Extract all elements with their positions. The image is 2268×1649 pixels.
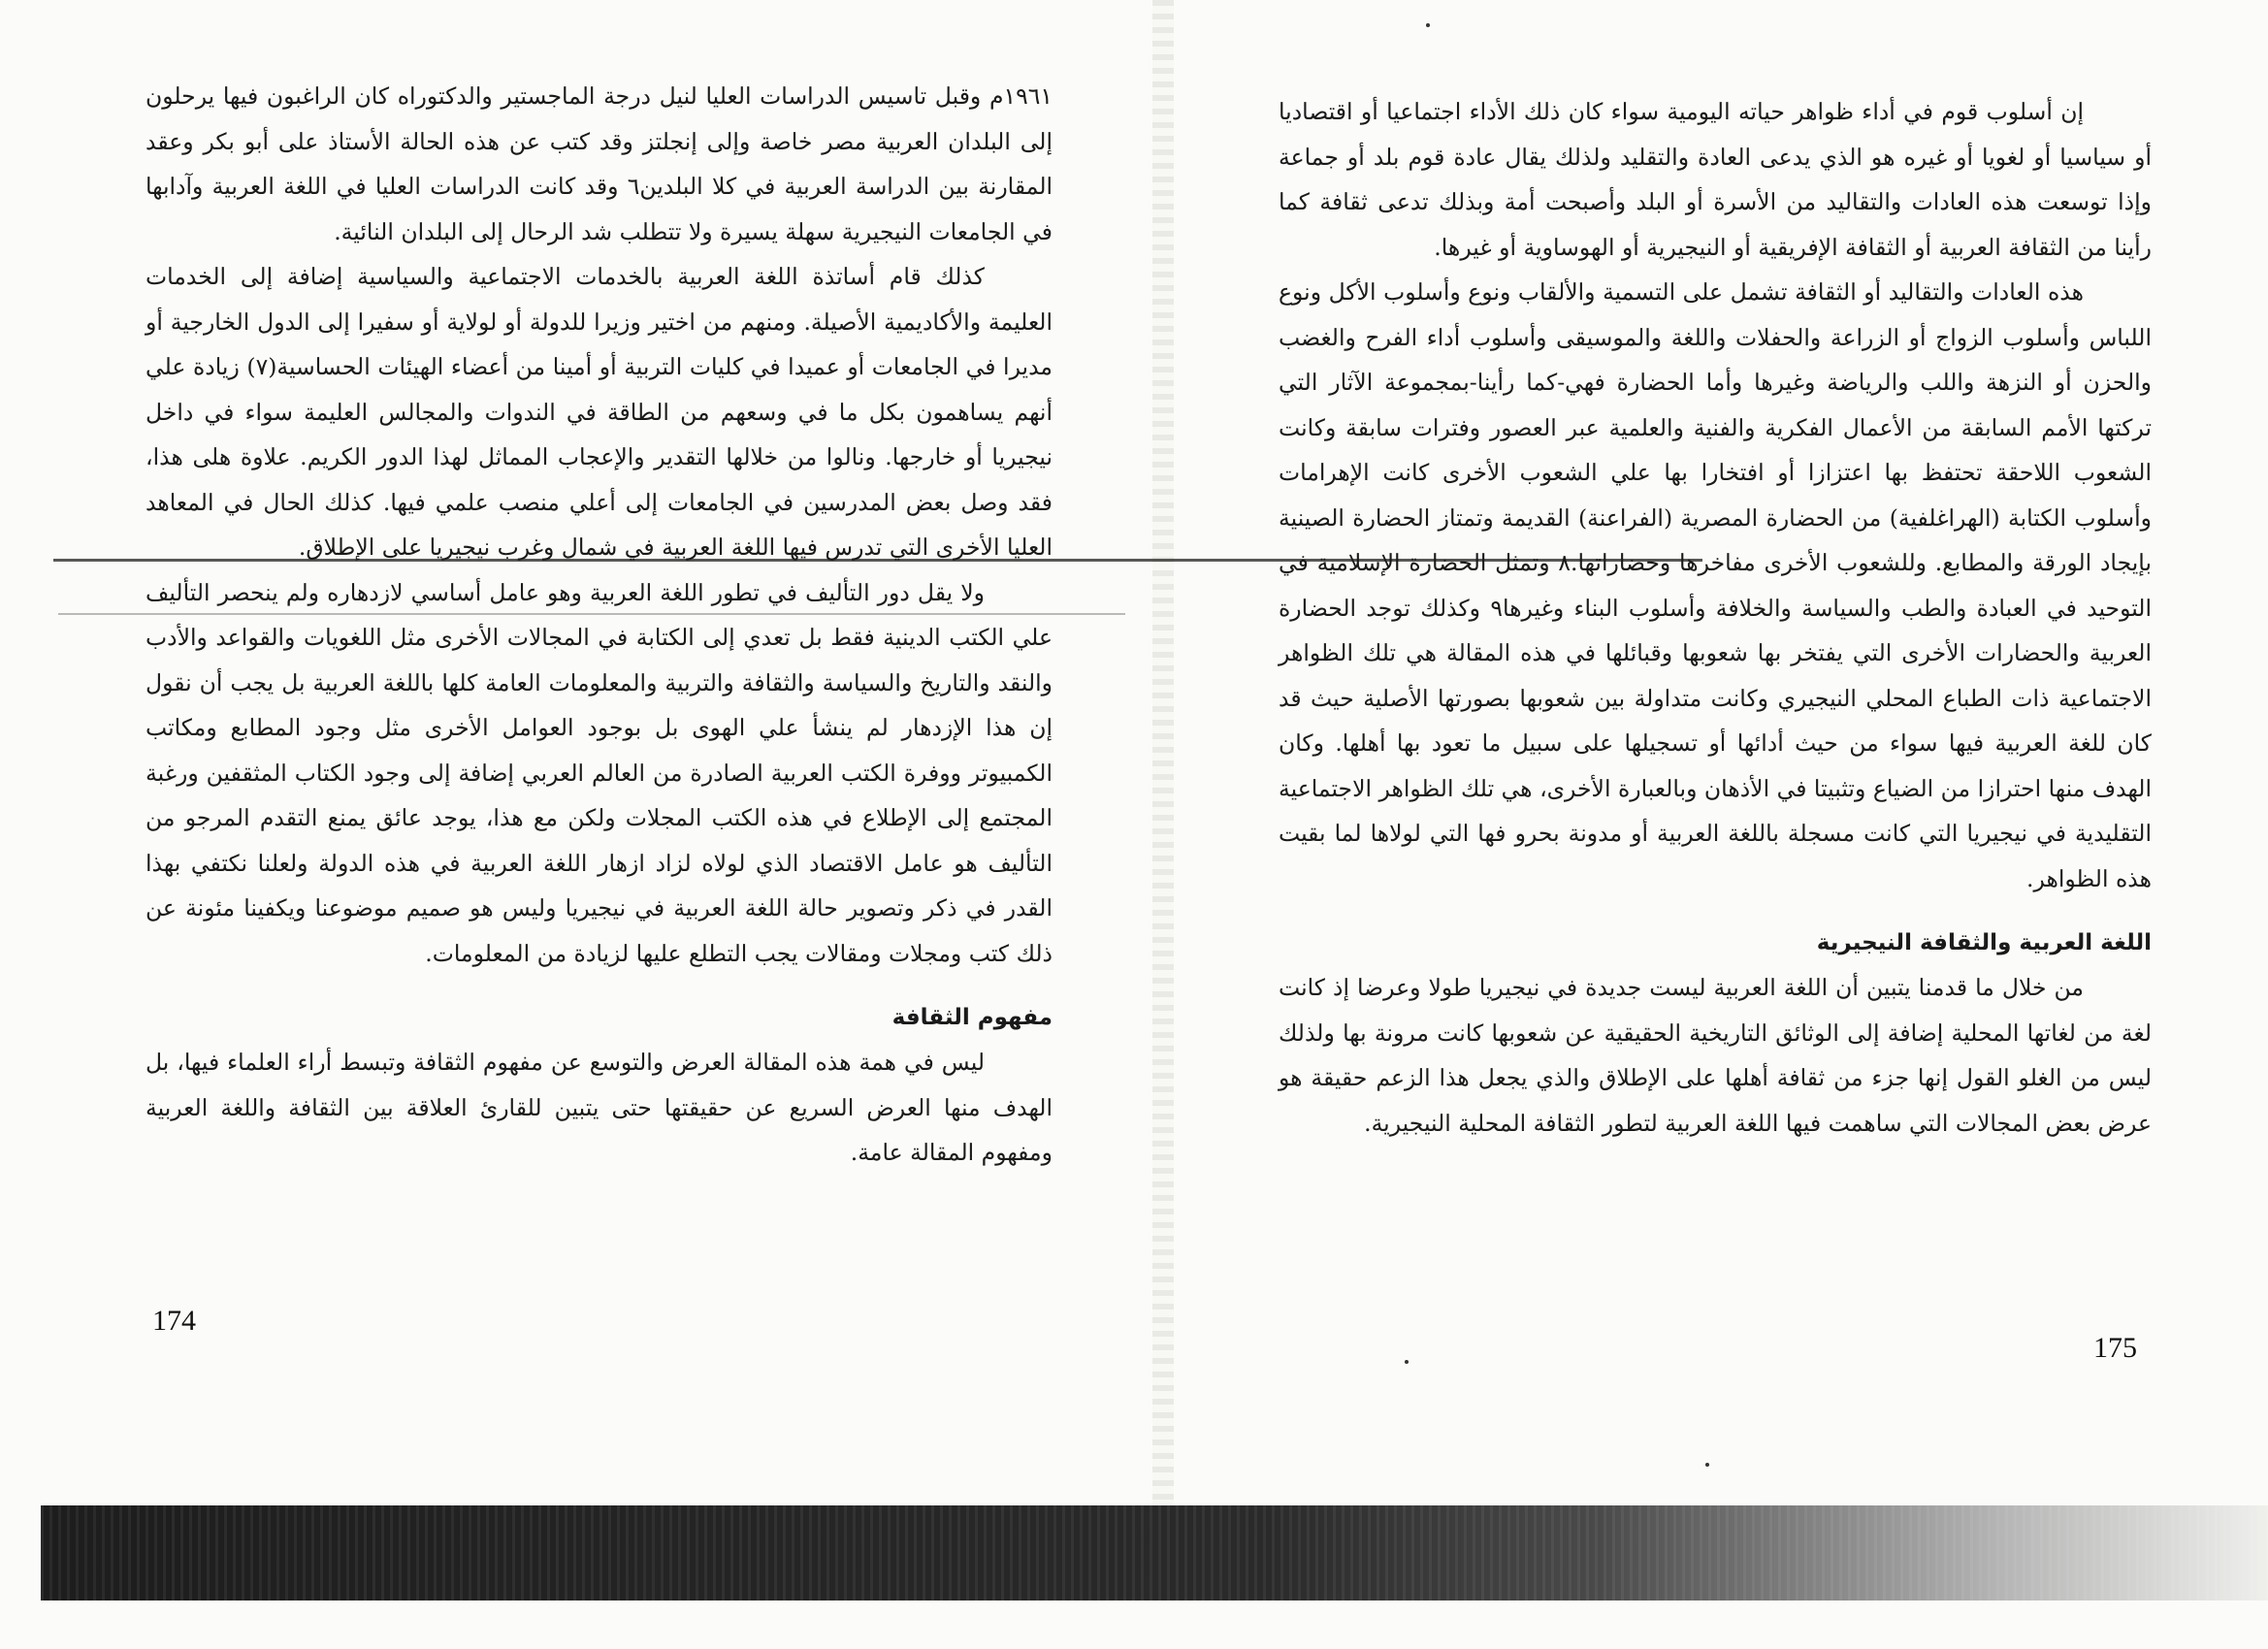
scan-speck — [1705, 1463, 1709, 1467]
paragraph: ١٩٦١م وقبل تاسيس الدراسات العليا لنيل درجة الماجستير والدكتوراه كان الراغبون فيها يرحلون إلى البلدان العربية مصر خاصة وإلى إنجلتز وقد كتب عن هذه الحالة الأستاذ على أبو بكر وعقد المقارنة بين الدراسة العربية في كلا البلدين٦ وقد كانت الدراسات العليا في اللغة العربية وآدابها في الجامعات النيجيرية سهلة يسيرة ولا تتطلب شد الرحال إلى البلدان النائية. — [146, 82, 1053, 245]
section-heading: مفهوم الثقافة — [891, 1005, 1053, 1030]
scan-shadow-band — [41, 1505, 2268, 1600]
paragraph: ولا يقل دور التأليف في تطور اللغة العربية وهو عامل أساسي لازدهاره ولم ينحصر التأليف علي الكتب الدينية فقط بل تعدي إلى الكتابة في المجالات الأخرى مثل اللغويات والقواعد والأدب والنقد والتاريخ والسياسة والثقافة والتربية والمعلومات العامة كلها باللغة العربية بل يجب أن نقول إن هذا الإزدهار لم ينشأ علي الهوى بل بوجود العوامل الأخرى مثل وجود المطابع ومكاتب الكمبيوتر ووفرة الكتب العربية الصادرة من العالم العربي إضافة إلى وجود الكتاب المثقفين ورغبة المجتمع إلى الإطلاع في هذه الكتب المجلات ولكن مع هذا، يوجد عائق يمنع التقدم المرجو من التأليف هو عامل الاقتصاد الذي لولاه لزاد ازهار اللغة العربية في هذه الدولة ولعلنا نكتفي بهذا القدر في ذكر وتصوير حالة اللغة العربية في نيجيريا وليس هو صميم موضوعنا ويكفينا مئونة عن ذلك كتب ومجلات ومقالات يجب التطلع عليها لزيادة من المعلومات. — [146, 578, 1053, 967]
section-heading: اللغة العربية والثقافة النيجيرية — [1816, 930, 2152, 955]
paragraph: من خلال ما قدمنا يتبين أن اللغة العربية ليست جديدة في نيجيريا طولا وعرضا إذ كانت لغة من لغاتها المحلية إضافة إلى الوثائق التاريخية الحقيقية عن شعوبها كانت مرونة بها ولذلك ليس من الغلو القول إنها جزء من ثقافة أهلها على الإطلاق والذي يجعل هذا الزعم حقيقة هو عرض بعض المجالات التي ساهمت فيها اللغة العربية لتطور الثقافة المحلية النيجيرية. — [1279, 974, 2152, 1137]
paragraph: ليس في همة هذه المقالة العرض والتوسع عن مفهوم الثقافة وتبسط أراء العلماء فيها، بل الهدف منها العرض السريع عن حقيقتها حتى يتبين للقارئ العلاقة بين الثقافة واللغة العربية ومفهوم المقالة عامة. — [146, 1049, 1053, 1166]
left-page-body — [146, 74, 1053, 1176]
paragraph: إن أسلوب قوم في أداء ظواهر حياته اليومية سواء كان ذلك الأداء اجتماعيا أو اقتصاديا أو سياسيا أو لغويا أو غيره هو الذي يدعى العادة والتقليد ولذلك يقال عادة قوم بلد أو جماعة وإذا توسعت هذه العادات والتقاليد من الأسرة أو البلد وأصبحت أمة وبذلك تدعى ثقافة كما رأينا من الثقافة العربية أو الثقافة الإفريقية أو النيجيرية أو الهوساوية أو غيرها. — [1279, 98, 2152, 261]
page-number: 174 — [152, 1305, 196, 1337]
scan-speck — [1426, 23, 1430, 27]
paragraph: هذه العادات والتقاليد أو الثقافة تشمل على التسمية والألقاب ونوع وأسلوب الأكل ونوع اللباس وأسلوب الزواج أو الزراعة والحفلات واللغة والموسيقى وأسلوب أداء الفرح والغضب والحزن أو النزهة واللب والرياضة وغيرها وأما الحضارة فهي-كما رأينا-بمجموعة الآثار التي تركتها الأمم السابقة من الأعمال الفكرية والفنية والعلمية عبر العصور وفترات سابقة وكانت الشعوب اللاحقة تحتفظ بها اعتزازا أو افتخارا بها علي الشعوب الأخرى كانت الإهرامات وأسلوب الكتابة (الهراغلفية) من الحضارة المصرية (الفراعنة) القديمة وتمتاز الحضارة الصينية بإيجاد الورقة والمطابع. وللشعوب الأخرى مفاخرها وحضاراتها.٨ وتمثل الحضارة الإسلامية في التوحيد في العبادة والطب والسياسة والخلافة وأسلوب البناء وغيرها٩ وكذلك توجد الحضارة العربية والحضارات الأخرى التي يفتخر بها شعوبها وقبائلها في هذه المقالة هي تلك الظواهر الاجتماعية ذات الطباع المحلي النيجيري وكانت متداولة بين شعوبها بصورتها الأصلية حيث قد كان للغة العربية فيها سواء من حيث أدائها أو تسجيلها على سبيل ما تعود بها أهلها. وكان الهدف منها احترازا من الضياع وتثبيتا في الأذهان وبالعبارة الأخرى، هي تلك الظواهر الاجتماعية التقليدية في نيجيريا التي كانت مسجلة باللغة العربية أو مدونة بحرو فها التي لولاها لما بقيت هذه الظواهر. — [1279, 278, 2153, 892]
right-page-body — [1279, 89, 2152, 1146]
paragraph: كذلك قام أساتذة اللغة العربية بالخدمات الاجتماعية والسياسية إضافة إلى الخدمات العليمة والأكاديمية الأصيلة. ومنهم من اختير وزيرا للدولة أو لولاية أو سفيرا إلى الدول الخارجية أو مديرا في الجامعات أو عميدا في كليات التربية أو أمينا من أعضاء الهيئات الحساسية(٧) زيادة علي أنهم يساهمون بكل ما في وسعهم من الطاقة في الندوات والمجالس العليمة سواء في داخل نيجيريا أو خارجها. ونالوا من خلالها التقدير والإعجاب المماثل لهذا الدور الكريم. علاوة هلى هذا، فقد وصل بعض المدرسين في الجامعات إلى أعلي منصب علمي فيها. كذلك الحال في المعاهد العليا الأخرى التي تدرس فيها اللغة العربية في شمال وغرب نيجيريا على الإطلاق. — [146, 263, 1053, 561]
scan-speck — [1405, 1360, 1409, 1364]
book-gutter — [1152, 0, 1174, 1513]
page-number: 175 — [2093, 1332, 2137, 1364]
